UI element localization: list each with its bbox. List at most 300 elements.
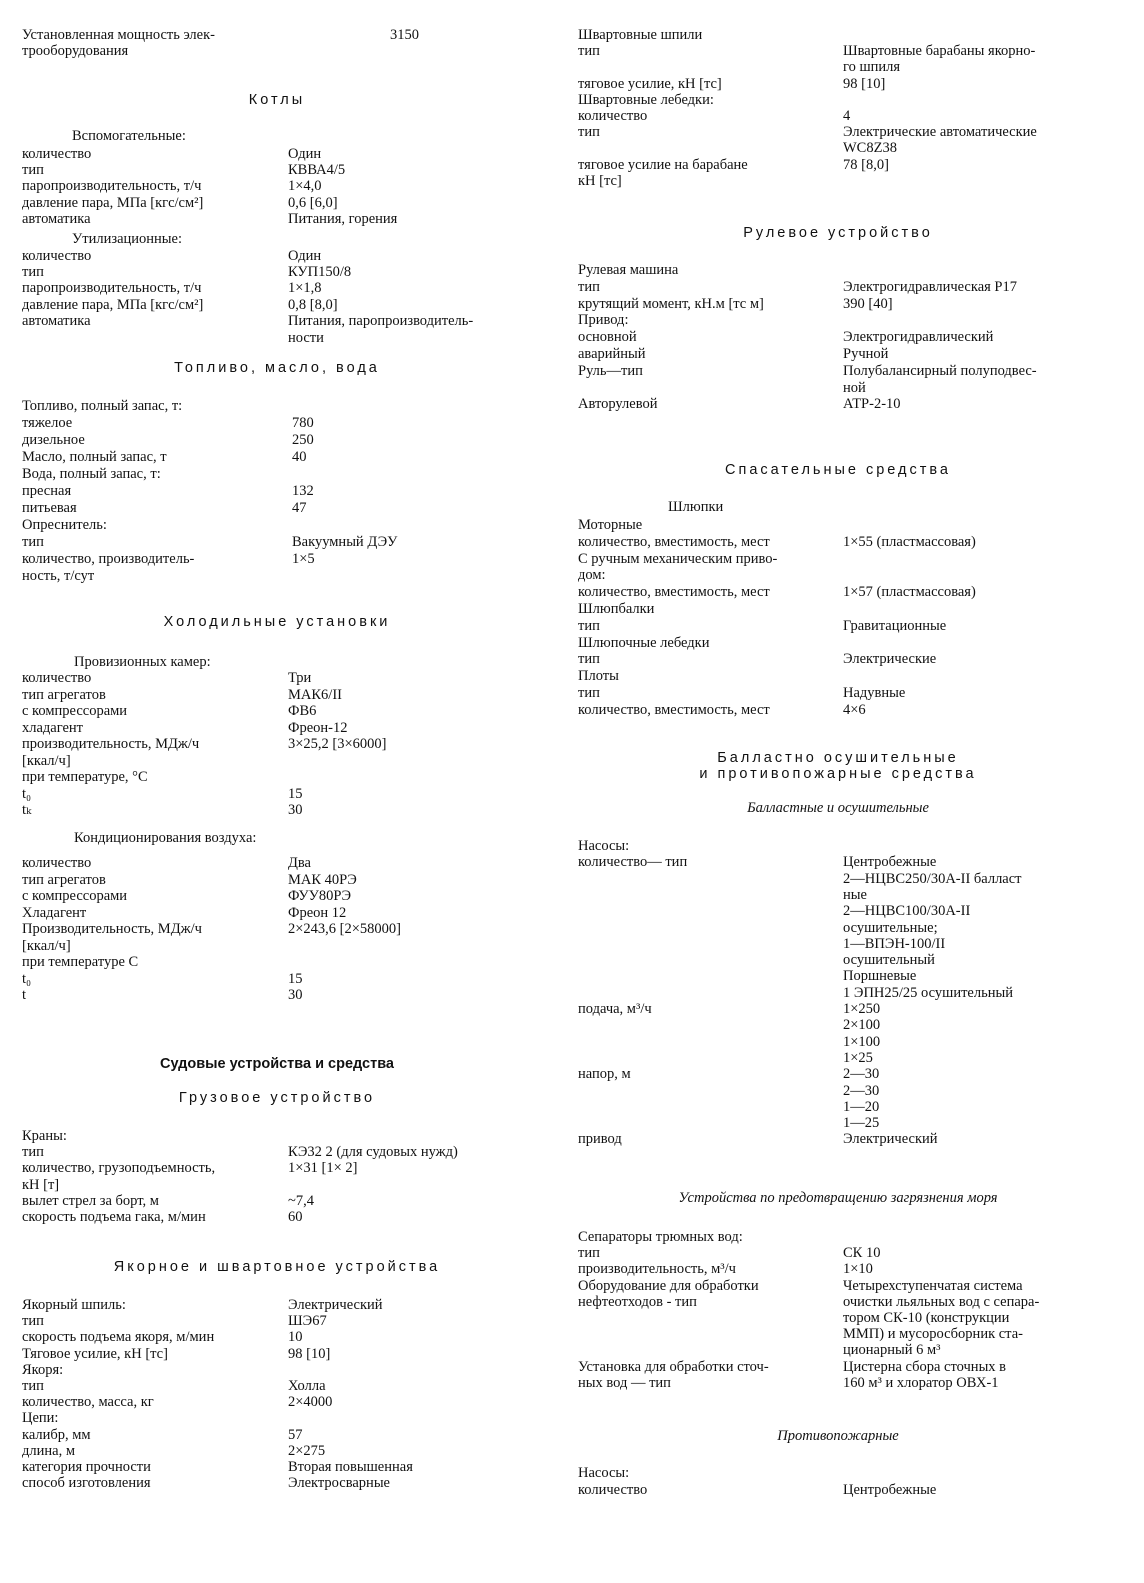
row-value: 98 [10] [288,1345,331,1362]
row-value: КВВА4/5 [288,162,346,179]
row-label: С ручным механическим приво- [578,550,778,567]
row-label: тяговое усилие, кН [тс] [578,75,722,92]
row-value: Холла [288,1378,326,1394]
fridge-heading: Холодильные установки [163,614,391,630]
table-row [22,264,532,281]
table-row [578,1294,1098,1311]
table-row [578,27,1098,44]
row-label: Вода, полный запас, т: [22,466,161,482]
row-label: производительность, МДж/ч [22,736,200,752]
row-label: тип [578,278,600,295]
row-label: аварийный [578,346,646,362]
row-label: дизельное [22,432,85,448]
table-row [578,838,1098,855]
table-row [22,297,532,314]
row-label: дом: [578,567,606,584]
table-row [22,987,532,1004]
row-label: Краны: [22,1128,67,1144]
table-row [22,1378,532,1395]
row-value: Вторая повышенная [288,1459,413,1475]
row-value: 1×5 [292,551,315,567]
row-label: тип [22,1313,44,1330]
row-label: подача, м³/ч [578,1001,652,1017]
table-row [578,920,1098,937]
table-row [578,871,1098,888]
rescue-heading: Спасательные средства [725,462,951,478]
row-label: Швартовные шпили [578,27,703,43]
row-label: тип агрегатов [22,686,106,703]
row-value: 1—25 [843,1115,880,1132]
row-value: 1×250 [843,1001,881,1017]
row-value: ФУУ80РЭ [288,888,352,904]
power-label-cont: трооборудования [22,43,129,59]
table-row [578,1131,1098,1148]
ballast-subheading: Балластные и осушительные [747,800,929,816]
table-row [578,346,1098,363]
row-label: Шлюпбалки [578,601,655,617]
row-value: го шпиля [843,59,901,76]
table-row [578,1310,1098,1327]
row-label: Плоты [578,668,619,685]
table-row [578,262,1098,279]
table-row [578,618,1098,635]
row-value: 1—20 [843,1098,880,1115]
anchor-heading: Якорное и швартовное устройства [113,1259,441,1275]
table-row [578,952,1098,969]
row-label: количество, грузоподъемность, [22,1160,216,1177]
row-value: 1×31 [1× 2] [288,1160,358,1177]
row-label: привод [578,1131,622,1148]
row-label: питьевая [22,500,77,516]
table-row [578,651,1098,668]
table-row [22,736,532,753]
table-row [578,1083,1098,1100]
row-label: способ изготовления [22,1475,151,1492]
row-value: Фреон 12 [288,904,347,921]
row-label: Масло, полный запас, т [22,449,167,465]
row-label: автоматика [22,312,91,329]
pollution-heading: Устройства по предотвращению загрязнения моря [678,1190,998,1206]
row-value: Центробежные [843,1482,937,1498]
row-label: основной [578,329,637,346]
table-row [578,124,1098,141]
table-row [22,971,532,988]
table-row [22,786,532,803]
table-row [578,1326,1098,1343]
row-value: Четырехступенчатая система [843,1277,1023,1294]
row-label: [ккал/ч] [22,752,71,769]
table-row [22,568,532,585]
table-row [22,687,532,704]
row-value: Швартовные барабаны якорно- [843,43,1036,60]
row-label: вылет стрел за борт, м [22,1192,159,1209]
row-value: Вакуумный ДЭУ [292,534,398,550]
table-row [578,887,1098,904]
row-value: 30 [288,987,303,1003]
row-label: t [22,987,27,1003]
table-row [22,938,532,955]
row-value: 250 [292,432,314,448]
table-row [22,1427,532,1444]
table-row [578,534,1098,551]
row-value: 15 [288,970,303,987]
aux-boilers-heading: Вспомогательные: [72,128,186,144]
row-value: 98 [10] [843,75,886,92]
row-value: Электрический [288,1297,383,1313]
row-label: количество, вместимость, мест [578,533,770,550]
row-value: 4 [843,108,851,124]
table-row [22,1394,532,1411]
row-label: количество [22,146,92,162]
row-label: Авторулевой [578,396,658,413]
table-row [578,1245,1098,1262]
row-value: АТР-2-10 [843,396,901,413]
row-label: количество— тип [578,854,688,871]
row-value: Полубалансирный полуподвес- [843,362,1037,379]
table-row [578,76,1098,93]
row-label: Опреснитель: [22,517,107,533]
table-row [578,157,1098,174]
row-label: Насосы: [578,1465,630,1481]
table-row [22,1362,532,1379]
row-label: при температуре С [22,954,139,970]
table-row [22,432,532,449]
table-row [578,584,1098,601]
table-row [22,1329,532,1346]
row-label: категория прочности [22,1459,151,1475]
row-label: с компрессорами [22,888,128,904]
table-row [578,1001,1098,1018]
row-value: 2—НЦВС250/30А-II балласт [843,870,1022,887]
table-row [22,769,532,786]
row-value: 0,8 [8,0] [288,296,338,313]
table-row [22,670,532,687]
table-row [578,312,1098,329]
table-row [578,551,1098,568]
table-row [578,517,1098,534]
row-label: Тяговое усилие, кН [тс] [22,1345,168,1362]
row-value: 2×243,6 [2×58000] [288,921,402,937]
row-value: 0,6 [6,0] [288,194,338,211]
row-value: 390 [40] [843,295,893,312]
row-label: тип [578,1245,600,1262]
power-value: 3150 [390,27,419,43]
row-value: 1 ЭПН25/25 осушительный [843,984,1013,1001]
steering-heading: Рулевое устройство [743,225,933,241]
row-value: Надувные [843,685,906,701]
row-value: Цистерна сбора сточных в [843,1358,1007,1375]
table-row [578,1099,1098,1116]
table-row [578,1066,1098,1083]
table-row [22,1160,532,1177]
row-label: тип [22,1378,44,1394]
row-label: ных вод — тип [578,1374,671,1391]
table-row [578,936,1098,953]
row-label: Сепараторы трюмных вод: [578,1229,743,1245]
row-value: очистки льяльных вод с сепара- [843,1293,1040,1310]
row-value: Фреон-12 [288,719,348,736]
row-value: Центробежные [843,854,937,871]
row-value: Один [288,248,322,264]
table-row [22,551,532,568]
row-label: хладагент [22,719,84,736]
row-label: пресная [22,483,72,499]
table-row [578,1465,1098,1482]
row-label: скорость подъема гака, м/мин [22,1209,206,1225]
row-value: 2×4000 [288,1394,333,1411]
row-label: количество [22,670,92,686]
row-value: Один [288,146,322,162]
table-row [578,1115,1098,1132]
row-value: 160 м³ и хлоратор ОВХ-1 [843,1374,999,1391]
fuel-heading: Топливо, масло, вода [174,360,380,376]
table-row [22,1346,532,1363]
row-label: Шлюпочные лебедки [578,634,710,651]
row-value: 57 [288,1426,303,1443]
row-value: Питания, паропроизводитель- [288,312,474,329]
table-row [22,415,532,432]
row-value: СК 10 [843,1245,881,1262]
row-label: автоматика [22,210,91,227]
row-value: Поршневые [843,968,917,985]
row-label: Швартовные лебедки: [578,91,714,108]
table-row [22,1475,532,1492]
row-value: 780 [292,415,314,431]
table-row [22,500,532,517]
row-label: скорость подъема якоря, м/мин [22,1329,215,1346]
table-row [22,1128,532,1145]
row-value: 15 [288,785,303,802]
row-value: 1×55 (пластмассовая) [843,533,976,550]
table-row [578,173,1098,190]
row-label: Производительность, МДж/ч [22,921,202,937]
util-boilers-heading: Утилизационные: [72,231,183,247]
table-row [578,1375,1098,1392]
row-label: количество, вместимость, мест [578,584,770,601]
row-label: ность, т/сут [22,568,95,584]
row-label: кН [т] [22,1176,60,1193]
row-value: Ручной [843,346,889,362]
table-row [22,312,532,346]
row-label: Оборудование для обработки [578,1277,759,1294]
row-value: 10 [288,1329,303,1346]
table-row [22,483,532,500]
row-value: 1×1,8 [288,280,322,297]
table-row [22,802,532,819]
row-value: 1—ВПЭН-100/II [843,935,946,952]
row-value: 1×10 [843,1261,873,1278]
table-row [22,720,532,737]
prov-heading: Провизионных камер: [74,654,211,670]
row-label: тип [578,124,600,141]
row-label: нефтеотходов - тип [578,1293,697,1310]
row-label: при температуре, °С [22,769,148,785]
row-value: Электрогидравлическая Р17 [843,278,1017,295]
row-label: tₖ [22,802,32,818]
row-label: тип [22,264,44,281]
row-value: ной [843,379,866,396]
row-value: 2—30 [843,1082,880,1099]
row-label: Якорный шпиль: [22,1297,126,1313]
row-value: Два [288,855,311,871]
row-value: 78 [8,0] [843,156,889,173]
row-label: производительность, м³/ч [578,1261,736,1278]
row-value: ~7,4 [288,1192,314,1209]
table-row [578,279,1098,296]
table-row [578,1359,1098,1376]
table-row [22,280,532,297]
row-label: Топливо, полный запас, т: [22,398,183,414]
row-value: ШЭ67 [288,1313,327,1330]
row-label: Якоря: [22,1361,64,1378]
table-row [22,872,532,889]
row-label: тип [578,617,600,634]
row-value: Питания, горения [288,210,398,227]
table-row [22,248,532,265]
cond-heading: Кондиционирования воздуха: [74,830,257,846]
row-value: КЭ32 2 (для судовых нужд) [288,1144,458,1161]
row-value: WC8Z38 [843,140,897,157]
table-row [22,921,532,938]
row-label: количество [22,248,92,264]
row-value: 2×100 [843,1017,881,1034]
row-value: Три [288,670,312,686]
row-label: Рулевая машина [578,262,679,278]
table-row [22,1209,532,1226]
table-row [22,1410,532,1427]
table-row [22,534,532,551]
power-row [22,27,532,44]
row-label: с компрессорами [22,703,128,719]
table-row [578,903,1098,920]
table-row [578,1342,1098,1359]
row-label: t₀ [22,785,32,802]
table-row [578,985,1098,1002]
table-row [22,1297,532,1314]
row-value: 1×4,0 [288,178,322,195]
table-row [22,398,532,415]
row-label: тип [22,1144,44,1161]
row-label: количество, масса, кг [22,1394,154,1411]
row-label: количество, вместимость, мест [578,701,770,718]
row-label: тип [578,43,600,60]
row-label: паропроизводительность, т/ч [22,178,202,195]
table-row [22,1313,532,1330]
table-row [22,449,532,466]
row-label: длина, м [22,1442,75,1459]
row-value: Гравитационные [843,617,947,634]
table-row [22,178,532,195]
table-row [578,396,1098,413]
table-row [578,296,1098,313]
row-label: количество, производитель- [22,551,195,567]
table-row [578,968,1098,985]
row-label: количество [578,1482,648,1498]
table-row [22,211,532,228]
row-label: Хладагент [22,904,87,921]
table-row [578,92,1098,109]
row-value: 30 [288,802,303,818]
row-label: тип агрегатов [22,871,106,888]
table-row [578,1017,1098,1034]
row-label: тип [22,162,44,179]
table-row [578,685,1098,702]
table-row [22,753,532,770]
row-value: осушительный [843,952,935,969]
row-value: 2—30 [843,1066,880,1083]
table-row [22,1177,532,1194]
row-value: 2—НЦВС100/30А-II [843,903,971,920]
table-row [578,59,1098,76]
row-label: напор, м [578,1066,631,1083]
row-label: Привод: [578,312,629,329]
row-label: [ккал/ч] [22,937,71,954]
table-row [22,888,532,905]
row-value: МАК6/II [288,686,342,703]
table-row [578,1034,1098,1051]
row-value: 1×25 [843,1049,873,1066]
row-value: Электрогидравлический [843,329,994,346]
table-row [578,329,1098,346]
row-label: кН [тс] [578,172,622,189]
ballast-heading-1: Балластно осушительные [717,750,959,766]
row-value: 40 [292,449,307,465]
row-label: Моторные [578,517,643,533]
table-row [578,43,1098,60]
table-row [22,703,532,720]
row-label: тип [578,685,600,701]
table-row [22,195,532,212]
row-value: Электрические [843,651,937,668]
table-row [578,1482,1098,1499]
table-row [578,567,1098,584]
row-value: ные [843,886,867,903]
table-row [22,1459,532,1476]
row-value: Электрический [843,1131,938,1148]
row-label: тяжелое [22,415,73,431]
table-row [22,162,532,179]
row-label: давление пара, МПа [кгс/см²] [22,296,204,313]
row-value: 1×100 [843,1033,881,1050]
row-label: тип [578,651,600,668]
row-value-cont: ности [288,329,324,346]
row-label: количество [22,855,92,871]
row-label: t₀ [22,970,32,987]
table-row [22,1144,532,1161]
row-label: тяговое усилие на барабане [578,156,748,173]
ballast-heading-2: и противопожарные средства [699,766,977,782]
row-label: калибр, мм [22,1426,91,1443]
row-value: ционарный 6 м³ [843,1342,941,1359]
row-value: Электрические автоматические [843,124,1037,141]
table-row [22,517,532,534]
row-label: крутящий момент, кН.м [тс м] [578,295,764,312]
row-label: тип [22,534,44,550]
row-label: Насосы: [578,838,630,854]
table-row [578,854,1098,871]
table-row [578,1229,1098,1246]
power-label: Установленная мощность элек- [22,27,215,43]
table-row [22,466,532,483]
table-row [578,1261,1098,1278]
table-row [578,601,1098,618]
row-value: КУП150/8 [288,264,352,281]
row-value: 60 [288,1209,303,1225]
table-row [22,855,532,872]
row-value: 2×275 [288,1442,326,1459]
row-value: 47 [292,500,307,516]
fire-heading: Противопожарные [777,1428,899,1444]
